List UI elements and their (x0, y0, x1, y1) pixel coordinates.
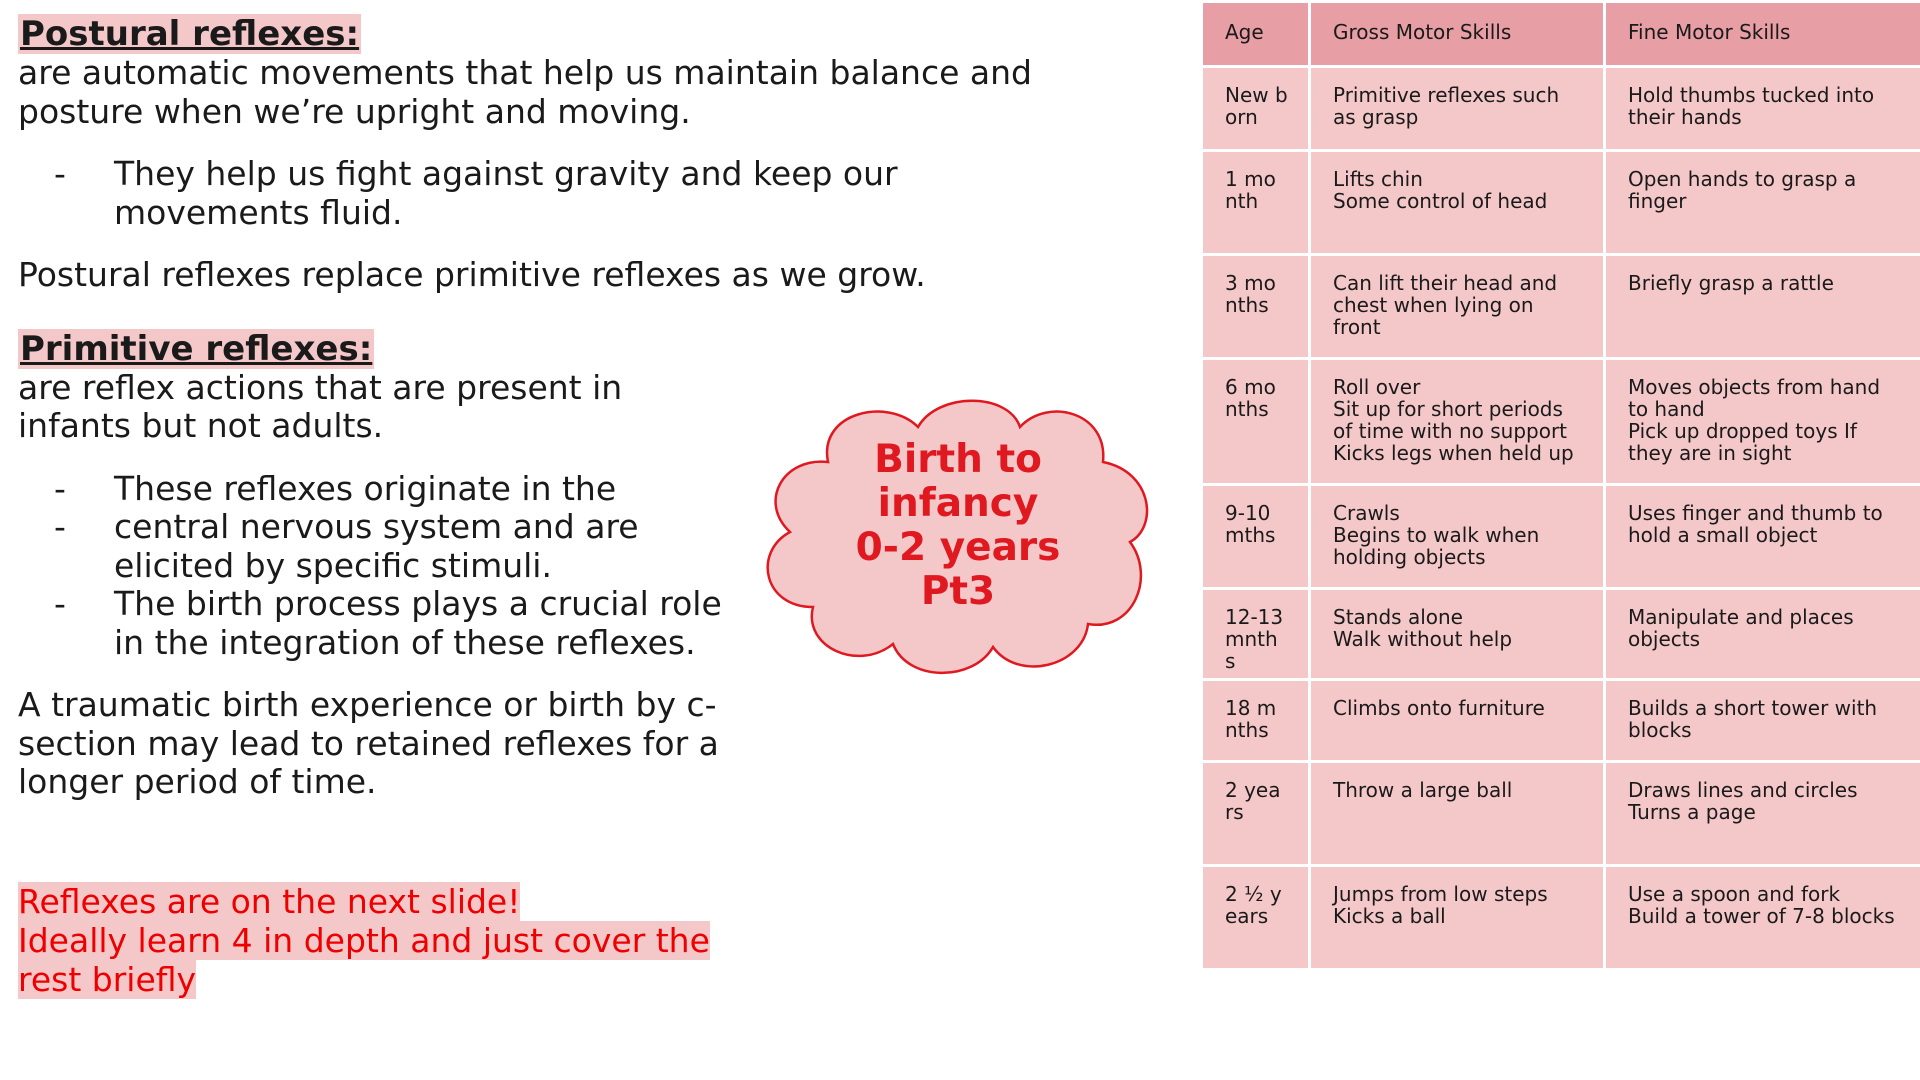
table-row (1202, 255, 1920, 359)
age-cell: 2 ½ years (1202, 866, 1310, 970)
gross-cell: Roll over Sit up for short periods of time with no support Kicks legs when held up (1310, 359, 1605, 485)
note-line-1: Reflexes are on the next slide! (18, 881, 521, 921)
cloud-line-2: infancy (877, 481, 1039, 526)
fine-cell: Uses finger and thumb to hold a small object (1605, 485, 1920, 589)
age-cell: New born (1202, 67, 1310, 151)
bullet-item: - They help us fight against gravity and keep our movements fluid. (18, 155, 1098, 232)
motor-skills-table (1200, 0, 1920, 971)
age-cell: 1 month (1202, 151, 1310, 255)
gross-cell: Lifts chin Some control of head (1310, 151, 1605, 255)
age-cell: 6 months (1202, 359, 1310, 485)
table-row (1202, 67, 1920, 151)
table-row (1202, 589, 1920, 680)
postural-bullets (18, 155, 1098, 232)
gross-cell: Primitive reflexes such as grasp (1310, 67, 1605, 151)
postural-summary: Postural reflexes replace primitive reflexes as we grow. (18, 255, 926, 294)
gross-cell: Can lift their head and chest when lying on front (1310, 255, 1605, 359)
gross-cell: Stands alone Walk without help (1310, 589, 1605, 680)
fine-cell: Briefly grasp a rattle (1605, 255, 1920, 359)
postural-definition: are automatic movements that help us maintain balance and posture when we’re upright and moving. (18, 53, 1032, 131)
age-cell: 18 mnths (1202, 680, 1310, 762)
fine-cell: Manipulate and places objects (1605, 589, 1920, 680)
gross-cell: Jumps from low steps Kicks a ball (1310, 866, 1605, 970)
age-cell: 3 months (1202, 255, 1310, 359)
gross-cell: Crawls Begins to walk when holding objects (1310, 485, 1605, 589)
motor-skills-table-wrap (1200, 0, 1920, 960)
bullet-item: - central nervous system and are elicited by specific stimuli. (18, 508, 753, 585)
table-row (1202, 485, 1920, 589)
bullet-item: - These reflexes originate in the (18, 470, 753, 509)
bullet-item: - The birth process plays a crucial role in the integration of these reflexes. (18, 585, 753, 662)
gross-cell: Throw a large ball (1310, 762, 1605, 866)
fine-cell: Builds a short tower with blocks (1605, 680, 1920, 762)
header-gross-motor: Gross Motor Skills (1310, 2, 1605, 67)
postural-heading: Postural reflexes: (20, 14, 360, 54)
fine-cell: Moves objects from hand to hand Pick up dropped toys If they are in sight (1605, 359, 1920, 485)
header-age: Age (1202, 2, 1310, 67)
primitive-definition: are reflex actions that are present in infants but not adults. (18, 367, 623, 445)
fine-cell: Use a spoon and fork Build a tower of 7-8 blocks (1605, 866, 1920, 970)
fine-cell: Hold thumbs tucked into their hands (1605, 67, 1920, 151)
next-slide-note (18, 882, 758, 999)
fine-cell: Open hands to grasp a finger (1605, 151, 1920, 255)
cloud-line-3: 0-2 years (855, 525, 1061, 570)
primitive-heading: Primitive reflexes: (20, 328, 373, 369)
primitive-bullets (18, 470, 753, 663)
age-cell: 9-10 mths (1202, 485, 1310, 589)
table-row (1202, 680, 1920, 762)
fine-cell: Draws lines and circles Turns a page (1605, 762, 1920, 866)
header-fine-motor: Fine Motor Skills (1605, 2, 1920, 67)
birth-to-infancy-cloud (758, 392, 1158, 678)
cloud-line-4: Pt3 (920, 569, 996, 614)
cloud-text (758, 438, 1158, 614)
table-row (1202, 151, 1920, 255)
table-row (1202, 866, 1920, 970)
table-row (1202, 762, 1920, 866)
primitive-summary: A traumatic birth experience or birth by c-section may lead to retained reflexes for a longer period of time. (18, 685, 719, 801)
age-cell: 12-13 mnths (1202, 589, 1310, 680)
table-header-row (1202, 2, 1920, 67)
table-row (1202, 359, 1920, 485)
age-cell: 2 years (1202, 762, 1310, 866)
cloud-line-1: Birth to (874, 437, 1042, 482)
gross-cell: Climbs onto furniture (1310, 680, 1605, 762)
note-line-2: Ideally learn 4 in depth and just cover the rest briefly (18, 920, 710, 999)
